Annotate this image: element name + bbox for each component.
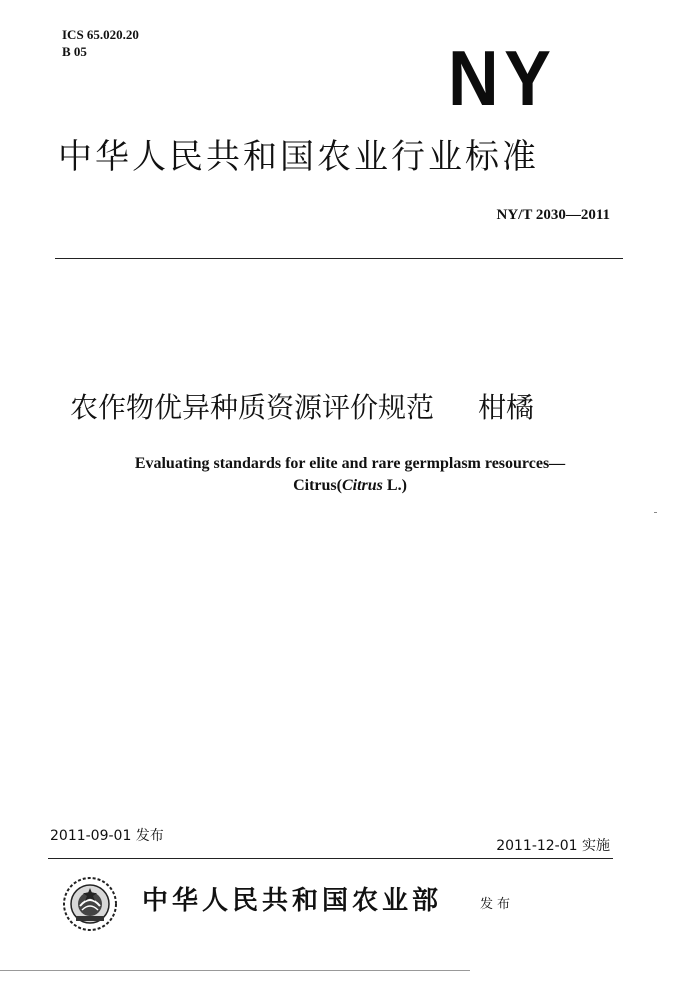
ics-classification [62,26,139,60]
bottom-divider [48,858,613,859]
ministry-name: 中华人民共和国农业部 [142,886,443,916]
standard-number: NY/T 2030—2011 [496,207,610,223]
category-code: B 05 [62,44,87,59]
title-en-suffix: L.) [382,477,407,494]
title-en-line1: Evaluating standards for elite and rare germplasm resources— [134,455,566,472]
standard-title-cn [70,390,630,426]
title-en-line2 [60,475,640,497]
ministry-issue-label: 发布 [480,897,515,912]
title-en-latin: Citrus [341,477,383,494]
issuer-title: 中华人民共和国农业行业标准 [58,137,539,177]
top-divider [55,258,623,259]
ics-code: ICS 65.020.20 [62,27,139,42]
ministry-emblem-icon [62,876,118,932]
title-main: 农作物优异种质资源评价规范 [70,391,435,424]
ny-logo: NY [448,34,557,122]
scan-mark [654,512,657,513]
standard-title-en [60,453,640,497]
emblem-graphic [62,876,118,932]
footer-rule [0,970,470,971]
title-en-prefix: Citrus( [293,477,342,494]
issue-date: 2011-09-01 发布 [50,828,164,844]
implement-date: 2011-12-01 实施 [496,838,610,854]
title-crop: 柑橘 [478,391,535,424]
